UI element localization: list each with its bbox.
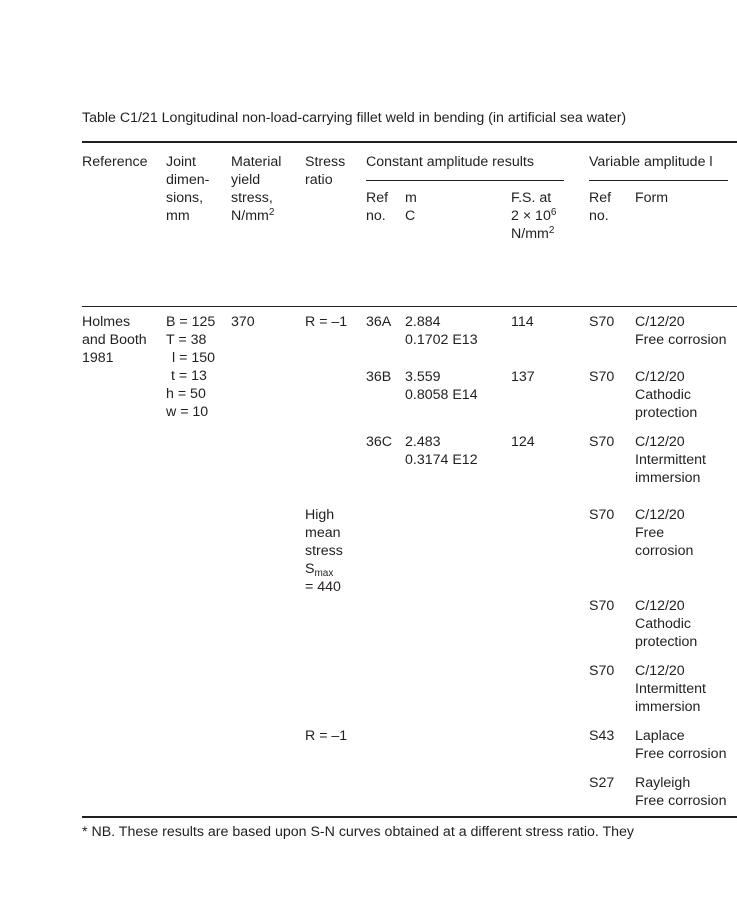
va-form-line: Cathodic [635,616,691,632]
header-ca-ref-line: no. [366,208,386,224]
header-va-form: Form [635,190,669,206]
va-form-line: Free corrosion [635,746,727,762]
header-material-line: Material [231,154,282,170]
reference-line: Holmes [82,314,131,330]
ca-row-mc [405,368,478,404]
header-joint [166,153,209,225]
va-form-line: Free corrosion [635,332,727,348]
header-reference: Reference [82,154,148,170]
ca-c-value: 0.1702 E13 [405,332,478,348]
header-stress-ratio-line: Stress [305,154,346,170]
header-ca-fs-cycles: $2 \times 10^6$ [511,207,557,224]
header-joint-line: mm [166,208,190,224]
table-top-rule [82,141,737,143]
joint-dimension: h = 50 [166,386,206,402]
va-form-line: C/12/20 [635,369,685,385]
header-material-line: stress, [231,190,273,206]
va-row-form [635,662,706,716]
header-joint-line: Joint [166,154,196,170]
constant-amplitude-rule [366,180,564,181]
body-stress-ratio-2 [305,506,343,596]
va-row-form [635,506,693,560]
va-form-line: C/12/20 [635,663,685,679]
body-reference [82,313,147,367]
va-form-line: immersion [635,470,701,486]
va-row-form [635,774,726,810]
stress-ratio-line: stress [305,543,343,559]
header-va-ref [589,189,611,225]
va-row-ref: S70 [589,598,615,614]
va-form-line: protection [635,405,698,421]
header-stress-ratio-line: ratio [305,172,333,188]
joint-dimension: B = 125 [166,314,216,330]
va-form-line: C/12/20 [635,314,685,330]
ca-row-ref: 36C [366,434,393,450]
header-material [231,153,281,225]
ca-row-fs: 114 [511,314,534,330]
body-material: 370 [231,314,255,330]
va-row-form [635,727,726,763]
reference-line: and Booth [82,332,147,348]
header-ca-ref [366,189,388,225]
va-form-line: C/12/20 [635,598,685,614]
joint-dimension: w = 10 [166,404,209,420]
va-form-line: Cathodic [635,387,691,403]
va-row-form [635,368,697,422]
ca-m-value: 3.559 [405,369,441,385]
ca-c-value: 0.3174 E12 [405,452,478,468]
header-ca-m [405,189,417,225]
stress-ratio-line: High [305,507,335,523]
va-form-line: immersion [635,699,701,715]
ca-row-ref: 36A [366,314,392,330]
table-caption: Table C1/21 Longitudinal non-load-carrying fillet weld in bending (in artificial sea water) [82,110,627,126]
stress-ratio-smax: $S_{max}$ [305,561,334,579]
reference-line: 1981 [82,350,114,366]
variable-amplitude-rule [589,180,728,181]
header-constant-amplitude: Constant amplitude results [366,154,534,170]
joint-dimension: T = 38 [166,332,207,348]
header-stress-ratio [305,153,345,189]
header-ca-m-line: m [405,190,417,206]
body-stress-ratio-3: R = –1 [305,728,348,744]
joint-dimension: l = 150 [172,350,215,366]
header-va-ref-line: Ref [589,190,612,206]
header-joint-line: sions, [166,190,204,206]
header-va-ref-line: no. [589,208,609,224]
ca-row-fs: 124 [511,434,535,450]
joint-dimension: t = 13 [171,368,207,384]
va-row-ref: S27 [589,775,615,791]
body-stress-ratio-1: R = –1 [305,314,348,330]
ca-row-ref: 36B [366,369,392,385]
va-row-form [635,313,726,349]
ca-row-mc [405,433,478,469]
va-form-line: C/12/20 [635,507,685,523]
header-joint-line: dimen- [166,172,210,188]
va-row-ref: S43 [589,728,615,744]
va-row-ref: S70 [589,314,615,330]
va-row-ref: S70 [589,369,615,385]
va-form-line: Rayleigh [635,775,691,791]
header-ca-fs-unit: $N/mm^2$ [511,225,555,242]
ca-c-value: 0.8058 E14 [405,387,478,403]
stress-ratio-line: mean [305,525,341,541]
va-form-line: Free corrosion [635,793,727,809]
va-form-line: Intermittent [635,681,706,697]
ca-row-fs: 137 [511,369,535,385]
va-row-form [635,433,706,487]
ca-row-mc [405,313,478,349]
ca-m-value: 2.884 [405,314,441,330]
va-row-form [635,597,697,651]
header-ca-ref-line: Ref [366,190,389,206]
va-form-line: protection [635,634,698,650]
header-ca-c-line: C [405,208,416,224]
header-ca-fs [511,189,556,243]
va-form-line: Intermittent [635,452,706,468]
header-material-unit: $N/mm^2$ [231,207,275,224]
stress-ratio-line: = 440 [305,579,341,595]
va-form-line: Laplace [635,728,685,744]
ca-m-value: 2.483 [405,434,441,450]
header-bottom-rule [82,306,737,307]
table-footnote: * NB. These results are based upon S-N curves obtained at a different stress ratio. They [82,824,635,840]
header-ca-fs-line: F.S. at [511,190,552,206]
va-row-ref: S70 [589,507,615,523]
header-material-line: yield [231,172,261,188]
table-bottom-rule [82,816,737,818]
header-variable-amplitude: Variable amplitude l [589,154,713,170]
body-joint [166,313,215,421]
va-row-ref: S70 [589,663,615,679]
va-form-line: C/12/20 [635,434,685,450]
va-form-line: Free [635,525,665,541]
va-row-ref: S70 [589,434,615,450]
va-form-line: corrosion [635,543,694,559]
